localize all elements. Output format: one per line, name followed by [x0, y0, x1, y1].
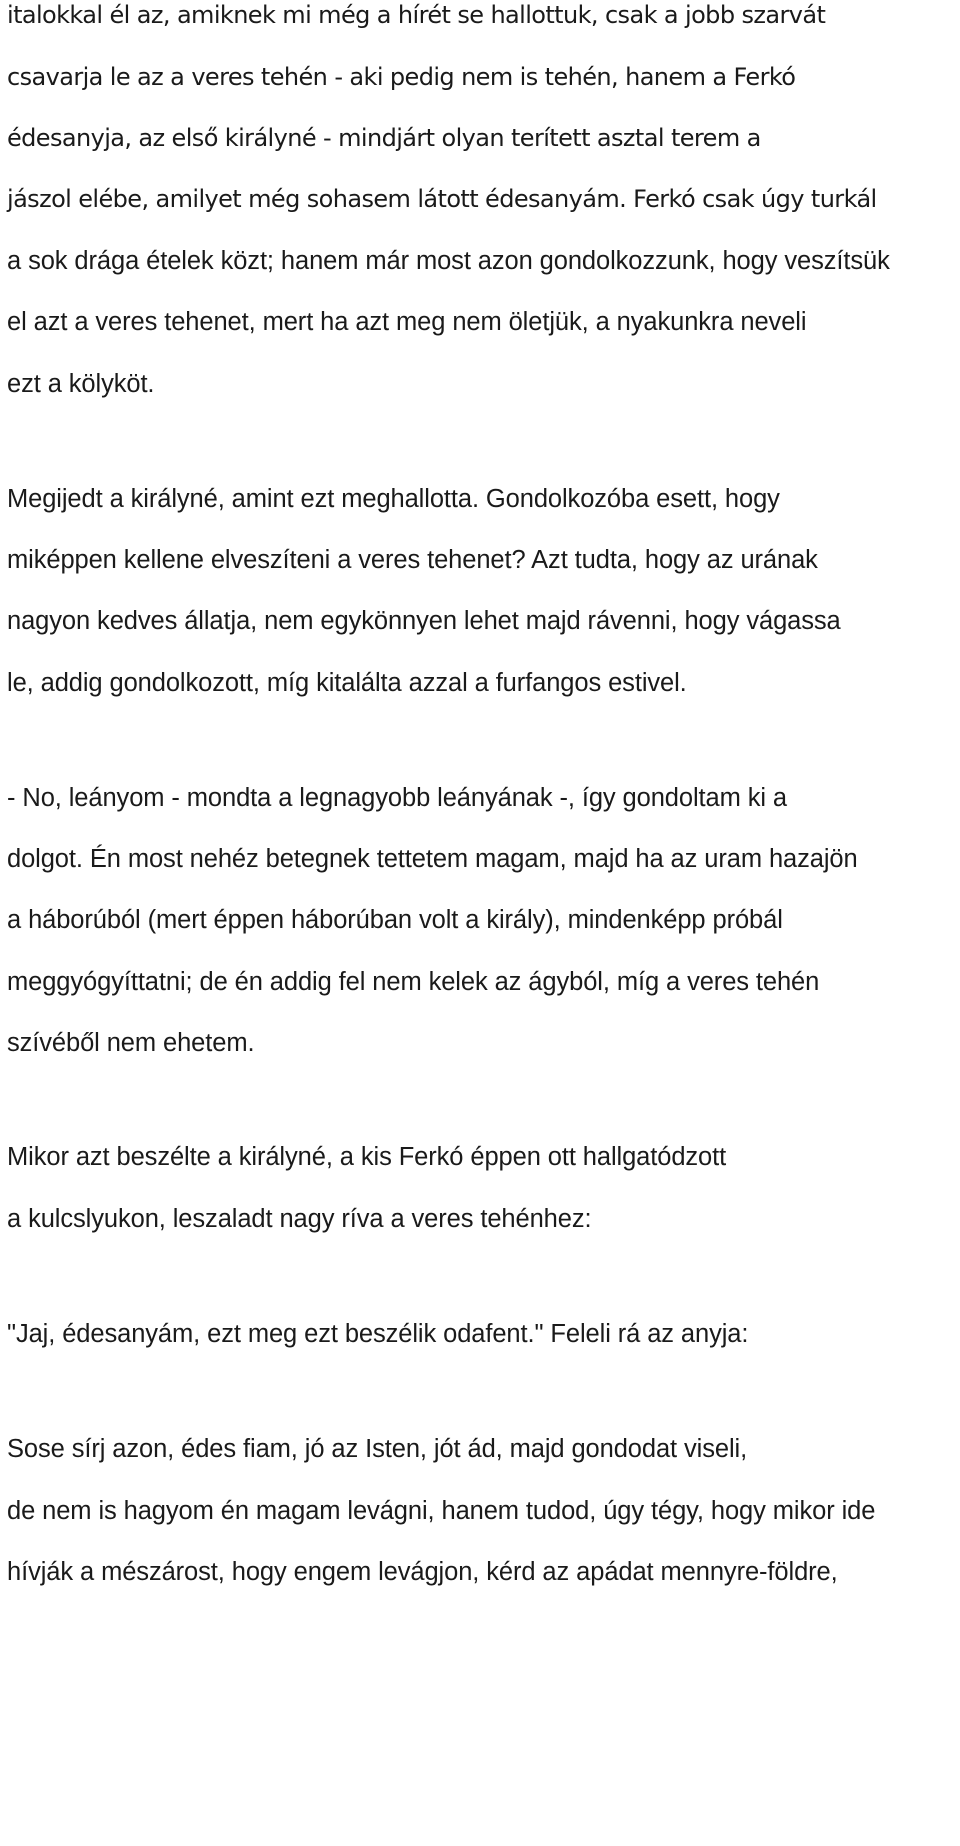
text-line: meggyógyíttatni; de én addig fel nem kelek az ágyból, míg a veres tehén: [7, 968, 820, 996]
text-line: Megijedt a királyné, amint ezt meghallotta. Gondolkozóba esett, hogy: [7, 485, 780, 513]
text-line: Mikor azt beszélte a királyné, a kis Ferkó éppen ott hallgatódzott: [7, 1143, 727, 1171]
text-line: el azt a veres tehenet, mert ha azt meg nem öletjük, a nyakunkra neveli: [7, 308, 807, 336]
text-line: a háborúból (mert éppen háborúban volt a király), mindenképp próbál: [7, 906, 783, 934]
text-line: italokkal él az, amiknek mi még a hírét se hallottuk, csak a jobb szarvát: [7, 1, 826, 29]
text-line: - No, leányom - mondta a legnagyobb leányának -, így gondoltam ki a: [7, 784, 788, 812]
text-line: jászol elébe, amilyet még sohasem látott édesanyám. Ferkó csak úgy turkál: [7, 185, 877, 213]
text-line: nagyon kedves állatja, nem egykönnyen lehet majd rávenni, hogy vágassa: [7, 607, 841, 635]
text-line: miképpen kellene elveszíteni a veres tehenet? Azt tudta, hogy az urának: [7, 546, 818, 574]
text-line: dolgot. Én most nehéz betegnek tettetem magam, majd ha az uram hazajön: [7, 845, 858, 873]
text-line: ezt a kölyköt.: [7, 370, 155, 398]
text-line: édesanyja, az első királyné - mindjárt olyan terített asztal terem a: [7, 124, 761, 152]
text-line: de nem is hagyom én magam levágni, hanem tudod, úgy tégy, hogy mikor ide: [7, 1497, 876, 1525]
text-line: a kulcslyukon, leszaladt nagy ríva a veres tehénhez:: [7, 1205, 592, 1233]
text-line: a sok drága ételek közt; hanem már most azon gondolkozzunk, hogy veszítsük: [7, 247, 890, 275]
text-line: csavarja le az a veres tehén - aki pedig nem is tehén, hanem a Ferkó: [7, 63, 796, 91]
text-line: hívják a mészárost, hogy engem levágjon, kérd az apádat mennyre-földre,: [7, 1558, 838, 1586]
text-line: szívéből nem ehetem.: [7, 1029, 255, 1057]
text-line: le, addig gondolkozott, míg kitalálta azzal a furfangos estivel.: [7, 669, 687, 697]
text-line: Sose sírj azon, édes fiam, jó az Isten, jót ád, majd gondodat viseli,: [7, 1435, 748, 1463]
text-line: "Jaj, édesanyám, ezt meg ezt beszélik odafent." Feleli rá az anyja:: [7, 1320, 749, 1348]
